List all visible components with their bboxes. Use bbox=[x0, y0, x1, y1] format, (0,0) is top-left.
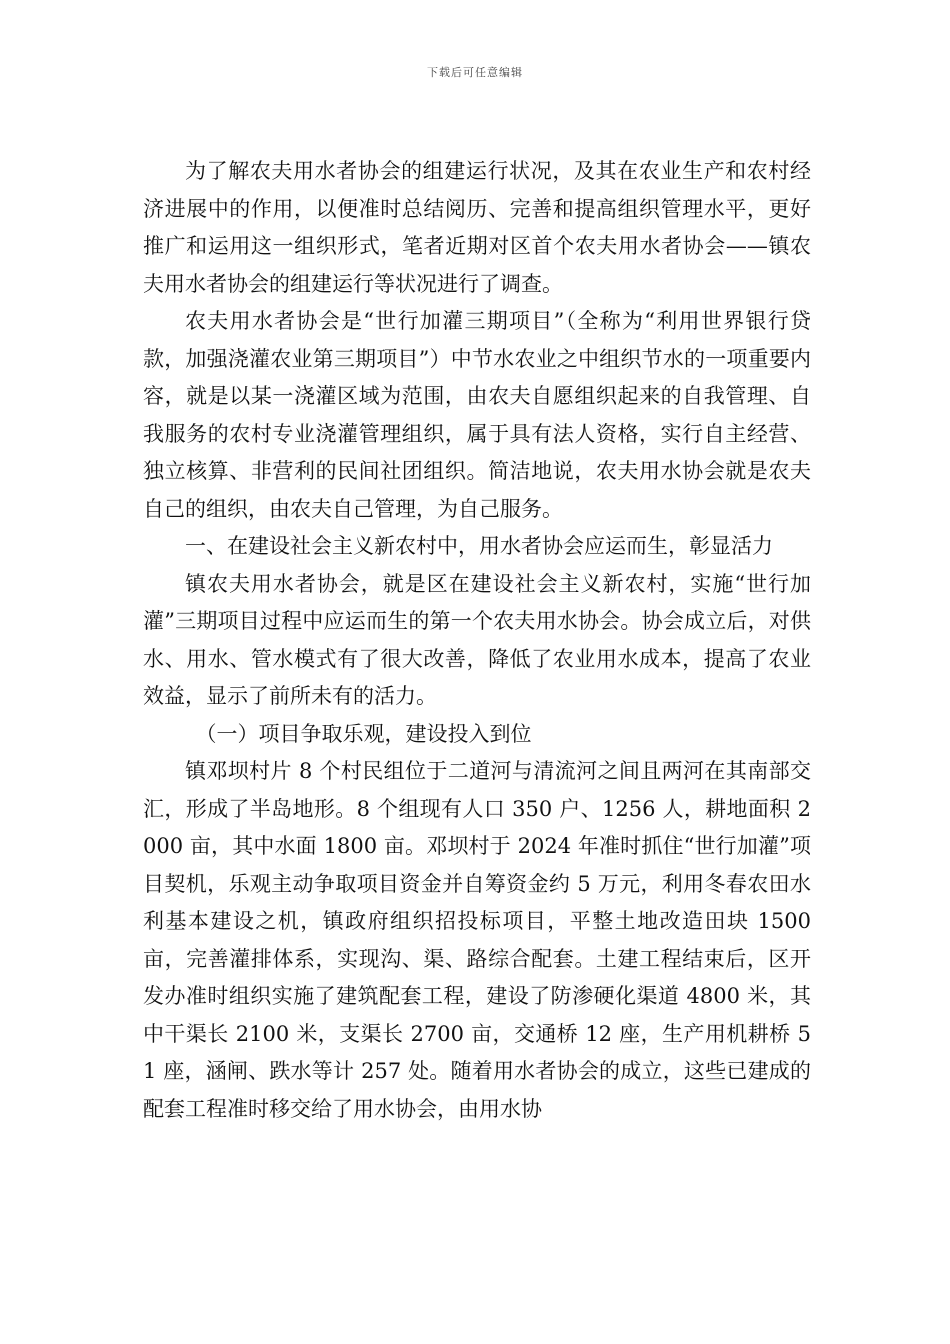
paragraph-intro: 为了解农夫用水者协会的组建运行状况，及其在农业生产和农村经济进展中的作用，以便准时总结阅历、完善和提高组织管理水平，更好推广和运用这一组织形式，笔者近期对区首个农夫用水者协会——镇农夫用水者协会的组建运行等状况进行了调查。 bbox=[143, 159, 811, 296]
page-header: 下载后可任意编辑 bbox=[427, 66, 523, 79]
paragraph-subsection-1: 镇邓坝村片 8 个村民组位于二道河与清流河之间且两河在其南部交汇，形成了半岛地形。8 个组现有人口 350 户、1256 人，耕地面积 2000 亩，其中水面 1800 亩。邓坝村于 2024 年准时抓住“世行加灌”项目契机，乐观主动争取项目资金并自筹资金约 5 万元，利用冬春农田水利基本建设之机，镇政府组织招投标项目，平整土地改造田块 1500 亩，完善灌排体系，实现沟、渠、路综合配套。土建工程结束后，区开发办准时组织实施了建筑配套工程，建设了防渗硬化渠道 4800 米，其中干渠长 2100 米，支渠长 2700 亩，交通桥 12 座，生产用机耕桥 51 座，涵闸、跌水等计 257 处。随着用水者协会的成立，这些已建成的配套工程准时移交给了用水协会，由用水协 bbox=[143, 759, 811, 1121]
subsection-heading-1: （一）项目争取乐观，建设投入到位 bbox=[195, 721, 532, 746]
document-body bbox=[143, 153, 811, 1128]
section-heading-1: 一、在建设社会主义新农村中，用水者协会应运而生，彰显活力 bbox=[185, 534, 773, 558]
paragraph-section-1: 镇农夫用水者协会，就是区在建设社会主义新农村，实施“世行加灌”三期项目过程中应运而生的第一个农夫用水协会。协会成立后，对供水、用水、管水模式有了很大改善，降低了农业用水成本，提高了农业效益，显示了前所未有的活力。 bbox=[143, 571, 811, 708]
paragraph-definition: 农夫用水者协会是“世行加灌三期项目”（全称为“利用世界银行贷款，加强浇灌农业第三期项目”）中节水农业之中组织节水的一项重要内容，就是以某一浇灌区域为范围，由农夫自愿组织起来的自我管理、自我服务的农村专业浇灌管理组织，属于具有法人资格，实行自主经营、独立核算、非营利的民间社团组织。简洁地说，农夫用水协会就是农夫自己的组织，由农夫自己管理，为自己服务。 bbox=[143, 309, 811, 521]
